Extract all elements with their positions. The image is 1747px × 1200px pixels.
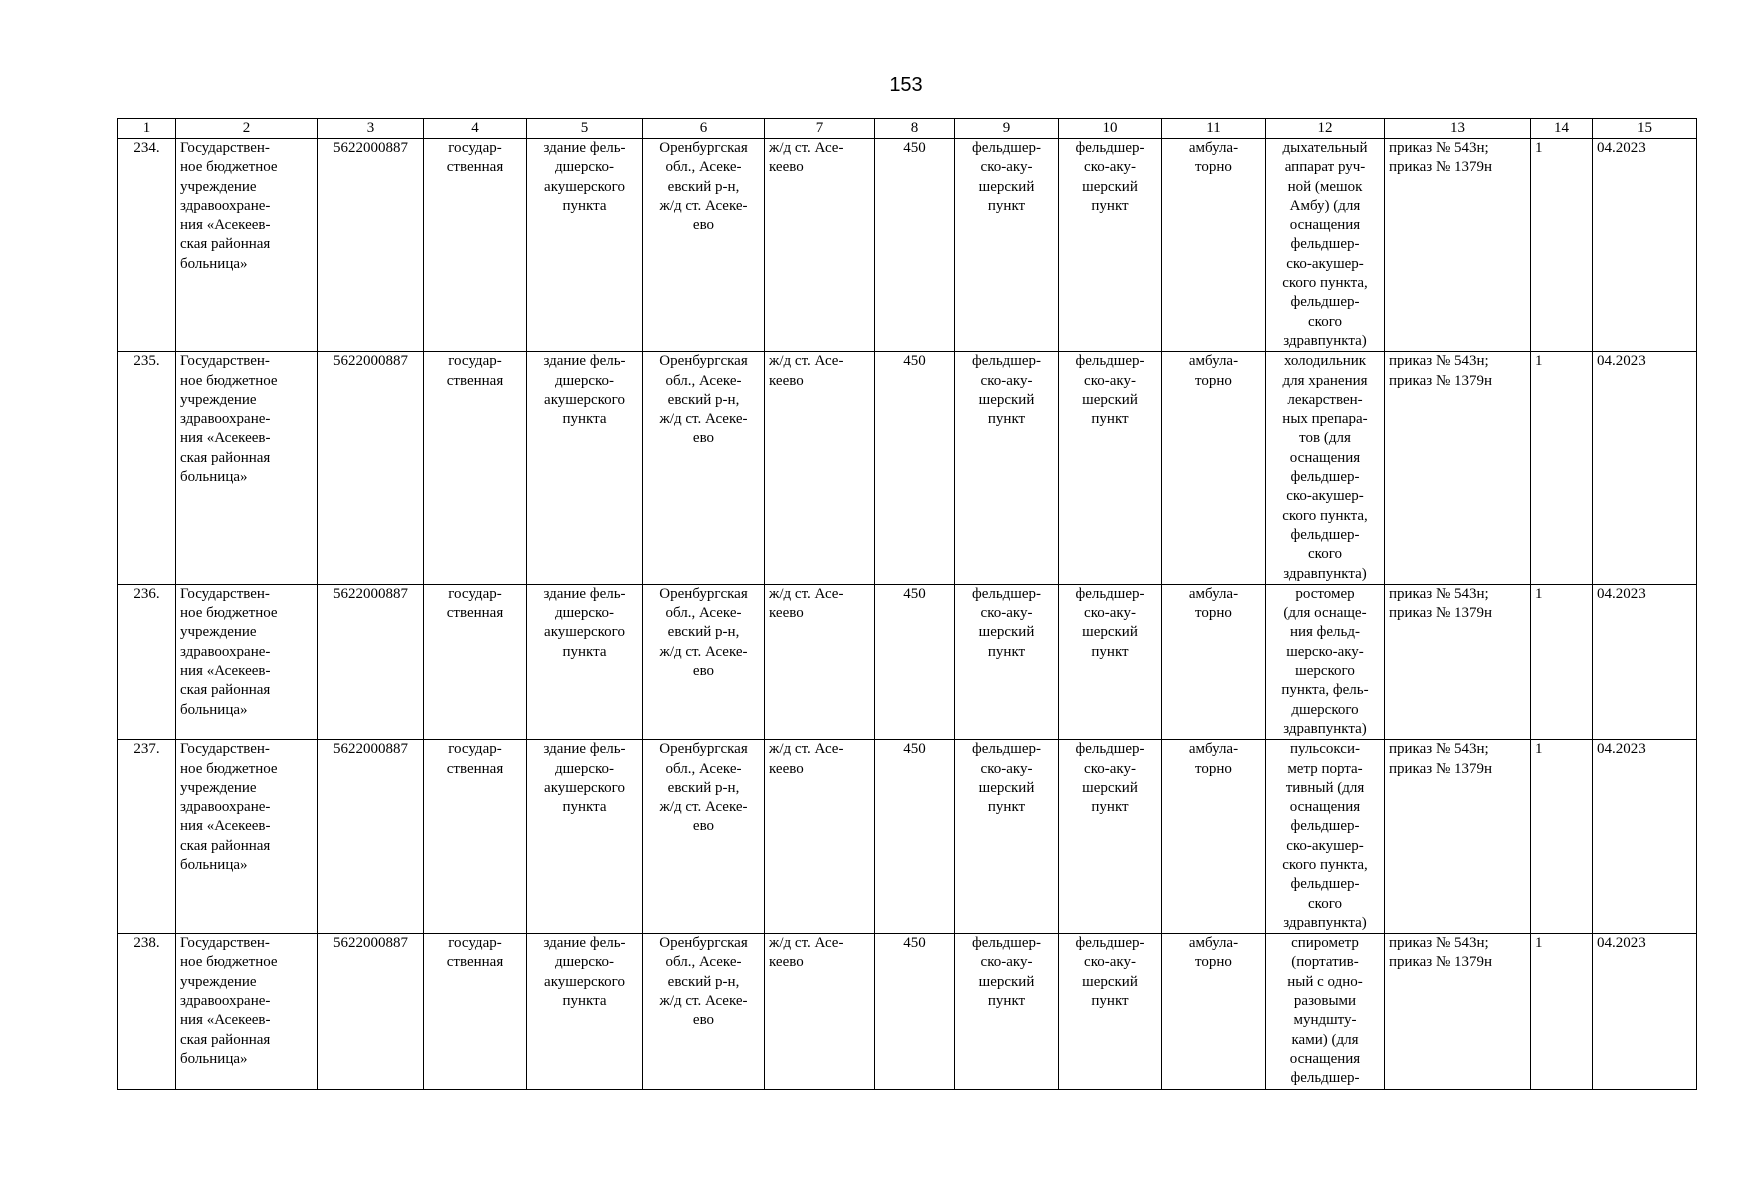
facility-type-cell: фельдшер- ско-аку- шерский пункт	[955, 934, 1059, 1089]
locality-cell: ж/д ст. Асе- кеево	[765, 740, 875, 934]
address-cell: Оренбургская обл., Асеке- евский р-н, ж/д ст. Асеке- ево	[643, 352, 765, 585]
equipment-cell: ростомер (для оснаще- ния фельд- шерско-аку- шерского пункта, фель- дшерского здравпункта)	[1266, 584, 1385, 739]
column-header: 11	[1162, 119, 1266, 139]
date-cell: 04.2023	[1593, 584, 1697, 739]
care-form-cell: амбула- торно	[1162, 934, 1266, 1089]
quantity-cell: 1	[1531, 584, 1593, 739]
ownership-cell: государ- ственная	[424, 584, 527, 739]
ownership-cell: государ- ственная	[424, 139, 527, 352]
column-header: 5	[527, 119, 643, 139]
distance-cell: 450	[875, 934, 955, 1089]
table-row	[118, 934, 1697, 1089]
date-cell: 04.2023	[1593, 740, 1697, 934]
date-cell: 04.2023	[1593, 139, 1697, 352]
building-cell: здание фель- дшерско- акушерского пункта	[527, 934, 643, 1089]
address-cell: Оренбургская обл., Асеке- евский р-н, ж/д ст. Асеке- ево	[643, 584, 765, 739]
distance-cell: 450	[875, 139, 955, 352]
column-header: 15	[1593, 119, 1697, 139]
care-form-cell: амбула- торно	[1162, 352, 1266, 585]
orders-cell: приказ № 543н; приказ № 1379н	[1385, 352, 1531, 585]
column-header: 6	[643, 119, 765, 139]
column-header: 14	[1531, 119, 1593, 139]
building-cell: здание фель- дшерско- акушерского пункта	[527, 139, 643, 352]
facility-type-cell: фельдшер- ско-аку- шерский пункт	[955, 584, 1059, 739]
equipment-table	[117, 118, 1697, 1090]
row-number: 238.	[118, 934, 176, 1089]
facility-type-cell: фельдшер- ско-аку- шерский пункт	[1059, 740, 1162, 934]
distance-cell: 450	[875, 740, 955, 934]
inn-cell: 5622000887	[318, 584, 424, 739]
orders-cell: приказ № 543н; приказ № 1379н	[1385, 934, 1531, 1089]
header-row	[118, 119, 1697, 139]
facility-type-cell: фельдшер- ско-аку- шерский пункт	[955, 139, 1059, 352]
row-number: 234.	[118, 139, 176, 352]
address-cell: Оренбургская обл., Асеке- евский р-н, ж/д ст. Асеке- ево	[643, 139, 765, 352]
distance-cell: 450	[875, 352, 955, 585]
date-cell: 04.2023	[1593, 934, 1697, 1089]
organization-cell: Государствен- ное бюджетное учреждение здравоохране- ния «Асекеев- ская районная больница»	[176, 934, 318, 1089]
locality-cell: ж/д ст. Асе- кеево	[765, 352, 875, 585]
distance-cell: 450	[875, 584, 955, 739]
column-header: 10	[1059, 119, 1162, 139]
column-header: 12	[1266, 119, 1385, 139]
page-number: 153	[889, 74, 923, 96]
ownership-cell: государ- ственная	[424, 934, 527, 1089]
locality-cell: ж/д ст. Асе- кеево	[765, 139, 875, 352]
building-cell: здание фель- дшерско- акушерского пункта	[527, 584, 643, 739]
orders-cell: приказ № 543н; приказ № 1379н	[1385, 584, 1531, 739]
column-header: 1	[118, 119, 176, 139]
column-header: 9	[955, 119, 1059, 139]
date-cell: 04.2023	[1593, 352, 1697, 585]
locality-cell: ж/д ст. Асе- кеево	[765, 934, 875, 1089]
column-header: 2	[176, 119, 318, 139]
facility-type-cell: фельдшер- ско-аку- шерский пункт	[1059, 934, 1162, 1089]
building-cell: здание фель- дшерско- акушерского пункта	[527, 352, 643, 585]
table-row	[118, 740, 1697, 934]
facility-type-cell: фельдшер- ско-аку- шерский пункт	[955, 352, 1059, 585]
quantity-cell: 1	[1531, 934, 1593, 1089]
inn-cell: 5622000887	[318, 934, 424, 1089]
inn-cell: 5622000887	[318, 139, 424, 352]
facility-type-cell: фельдшер- ско-аку- шерский пункт	[1059, 584, 1162, 739]
equipment-cell: дыхательный аппарат руч- ной (мешок Амбу) (для оснащения фельдшер- ско-акушер- ского пункта, фельдшер- ского здравпункта)	[1266, 139, 1385, 352]
row-number: 237.	[118, 740, 176, 934]
organization-cell: Государствен- ное бюджетное учреждение здравоохране- ния «Асекеев- ская районная больница»	[176, 740, 318, 934]
inn-cell: 5622000887	[318, 740, 424, 934]
equipment-cell: холодильник для хранения лекарствен- ных препара- тов (для оснащения фельдшер- ско-акушер- ского пункта, фельдшер- ского здравпункта)	[1266, 352, 1385, 585]
care-form-cell: амбула- торно	[1162, 584, 1266, 739]
organization-cell: Государствен- ное бюджетное учреждение здравоохране- ния «Асекеев- ская районная больница»	[176, 139, 318, 352]
column-header: 3	[318, 119, 424, 139]
table-row	[118, 584, 1697, 739]
table-row	[118, 139, 1697, 352]
ownership-cell: государ- ственная	[424, 352, 527, 585]
quantity-cell: 1	[1531, 352, 1593, 585]
table-row	[118, 352, 1697, 585]
column-header: 13	[1385, 119, 1531, 139]
column-header: 8	[875, 119, 955, 139]
row-number: 235.	[118, 352, 176, 585]
equipment-cell: пульсокси- метр порта- тивный (для оснащения фельдшер- ско-акушер- ского пункта, фельдшер- ского здравпункта)	[1266, 740, 1385, 934]
care-form-cell: амбула- торно	[1162, 740, 1266, 934]
care-form-cell: амбула- торно	[1162, 139, 1266, 352]
inn-cell: 5622000887	[318, 352, 424, 585]
facility-type-cell: фельдшер- ско-аку- шерский пункт	[1059, 352, 1162, 585]
orders-cell: приказ № 543н; приказ № 1379н	[1385, 139, 1531, 352]
column-header: 4	[424, 119, 527, 139]
facility-type-cell: фельдшер- ско-аку- шерский пункт	[1059, 139, 1162, 352]
column-header: 7	[765, 119, 875, 139]
quantity-cell: 1	[1531, 740, 1593, 934]
equipment-cell: спирометр (портатив- ный с одно- разовыми мундшту- ками) (для оснащения фельдшер-	[1266, 934, 1385, 1089]
orders-cell: приказ № 543н; приказ № 1379н	[1385, 740, 1531, 934]
facility-type-cell: фельдшер- ско-аку- шерский пункт	[955, 740, 1059, 934]
quantity-cell: 1	[1531, 139, 1593, 352]
locality-cell: ж/д ст. Асе- кеево	[765, 584, 875, 739]
ownership-cell: государ- ственная	[424, 740, 527, 934]
organization-cell: Государствен- ное бюджетное учреждение здравоохране- ния «Асекеев- ская районная больница»	[176, 584, 318, 739]
address-cell: Оренбургская обл., Асеке- евский р-н, ж/д ст. Асеке- ево	[643, 740, 765, 934]
row-number: 236.	[118, 584, 176, 739]
building-cell: здание фель- дшерско- акушерского пункта	[527, 740, 643, 934]
organization-cell: Государствен- ное бюджетное учреждение здравоохране- ния «Асекеев- ская районная больница»	[176, 352, 318, 585]
address-cell: Оренбургская обл., Асеке- евский р-н, ж/д ст. Асеке- ево	[643, 934, 765, 1089]
